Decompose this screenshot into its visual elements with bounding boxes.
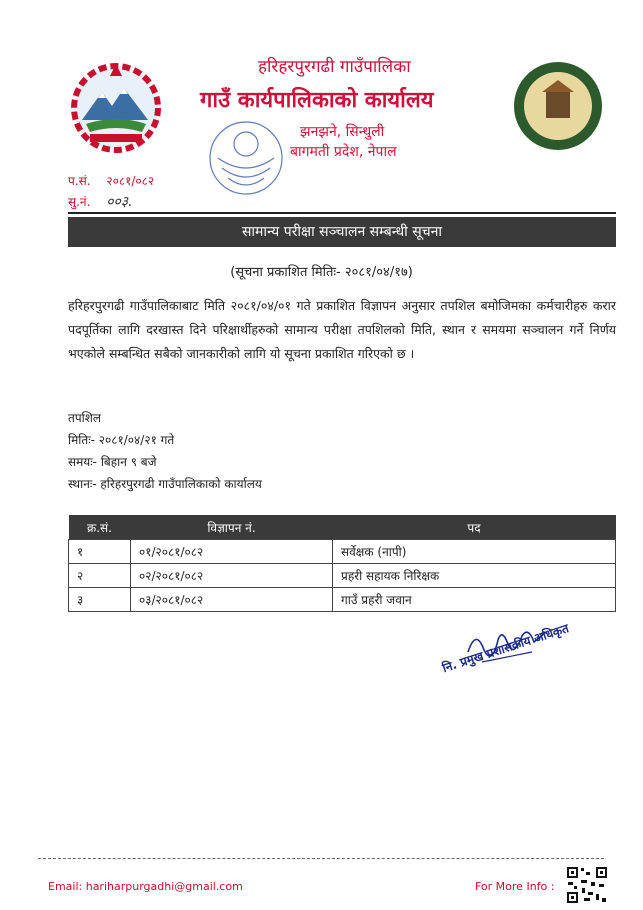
details-block [68, 407, 262, 495]
col-header-post: पद [333, 515, 616, 540]
cell-adno: ०२/२०८१/०८२ [131, 564, 333, 588]
notice-title: सामान्य परीक्षा सञ्चालन सम्बन्धी सूचना [68, 217, 616, 247]
office-stamp [198, 118, 294, 208]
details-heading: तपशिल [68, 411, 102, 425]
cell-sn: २ [69, 564, 131, 588]
footer-email: Email: hariharpurgadhi@gmail.com [48, 880, 243, 893]
qr-code-icon[interactable] [566, 866, 608, 904]
cn-value: ००३. [106, 194, 133, 210]
cell-adno: ०३/२०८१/०८२ [131, 588, 333, 612]
office-name: गाउँ कार्यपालिकाको कार्यालय [200, 88, 434, 113]
cell-post: प्रहरी सहायक निरिक्षक [333, 564, 616, 588]
table-header-row [69, 515, 616, 540]
signatory-title: नि. प्रमुख प्रशासकीय अधिकृत [440, 621, 571, 676]
exam-date: मितिः- २०८१/०४/२१ गते [68, 433, 175, 447]
footer-more-info: For More Info : [475, 880, 555, 893]
municipality-seal-logo [510, 58, 606, 154]
cell-adno: ०१/२०८१/०८२ [131, 540, 333, 564]
positions-table [68, 515, 616, 612]
table-row [69, 540, 616, 564]
header-divider [68, 212, 616, 214]
cell-post: गाउँ प्रहरी जवान [333, 588, 616, 612]
footer-divider [38, 858, 604, 859]
chalani-number [68, 192, 133, 211]
cn-label: सु.नं. [68, 195, 91, 209]
exam-time: समयः- बिहान ९ बजे [68, 455, 157, 469]
cell-post: सर्वेक्षक (नापी) [333, 540, 616, 564]
nepal-emblem-logo [68, 58, 164, 154]
ps-label: प.सं. [68, 174, 91, 188]
patra-sankhya [68, 172, 154, 189]
exam-place: स्थानः- हरिहरपुरगढी गाउँपालिकाको कार्यालय [68, 477, 262, 491]
ps-value: २०८१/०८२ [106, 174, 155, 188]
notice-body: हरिहरपुरगढी गाउँपालिकाबाट मिति २०८१/०४/०१ गते प्रकाशित विज्ञापन अनुसार तपशिल बमोजिमका कर्मचारीहरु करार पदपूर्तिका लागि दरखास्त दिने परिक्षार्थीहरुको सामान्य परीक्षा तपशिलको मिति, स्थान र समयमा सञ्चालन गर्ने निर्णय भएकोले सम्बन्धित सबैको जानकारीको लागि यो सूचना प्रकाशित गरिएको छ । [68, 298, 616, 361]
published-date: (सूचना प्रकाशित मितिः- २०८१/०४/१७) [230, 265, 413, 280]
province-line: बागमती प्रदेश, नेपाल [290, 144, 397, 160]
cell-sn: ३ [69, 588, 131, 612]
org-name: हरिहरपुरगढी गाउँपालिका [258, 57, 411, 77]
col-header-sn: क्र.सं. [69, 515, 131, 540]
cell-sn: १ [69, 540, 131, 564]
table-row [69, 564, 616, 588]
col-header-adno: विज्ञापन नं. [131, 515, 333, 540]
address-line: झनझने, सिन्धुली [300, 124, 385, 140]
table-row [69, 588, 616, 612]
